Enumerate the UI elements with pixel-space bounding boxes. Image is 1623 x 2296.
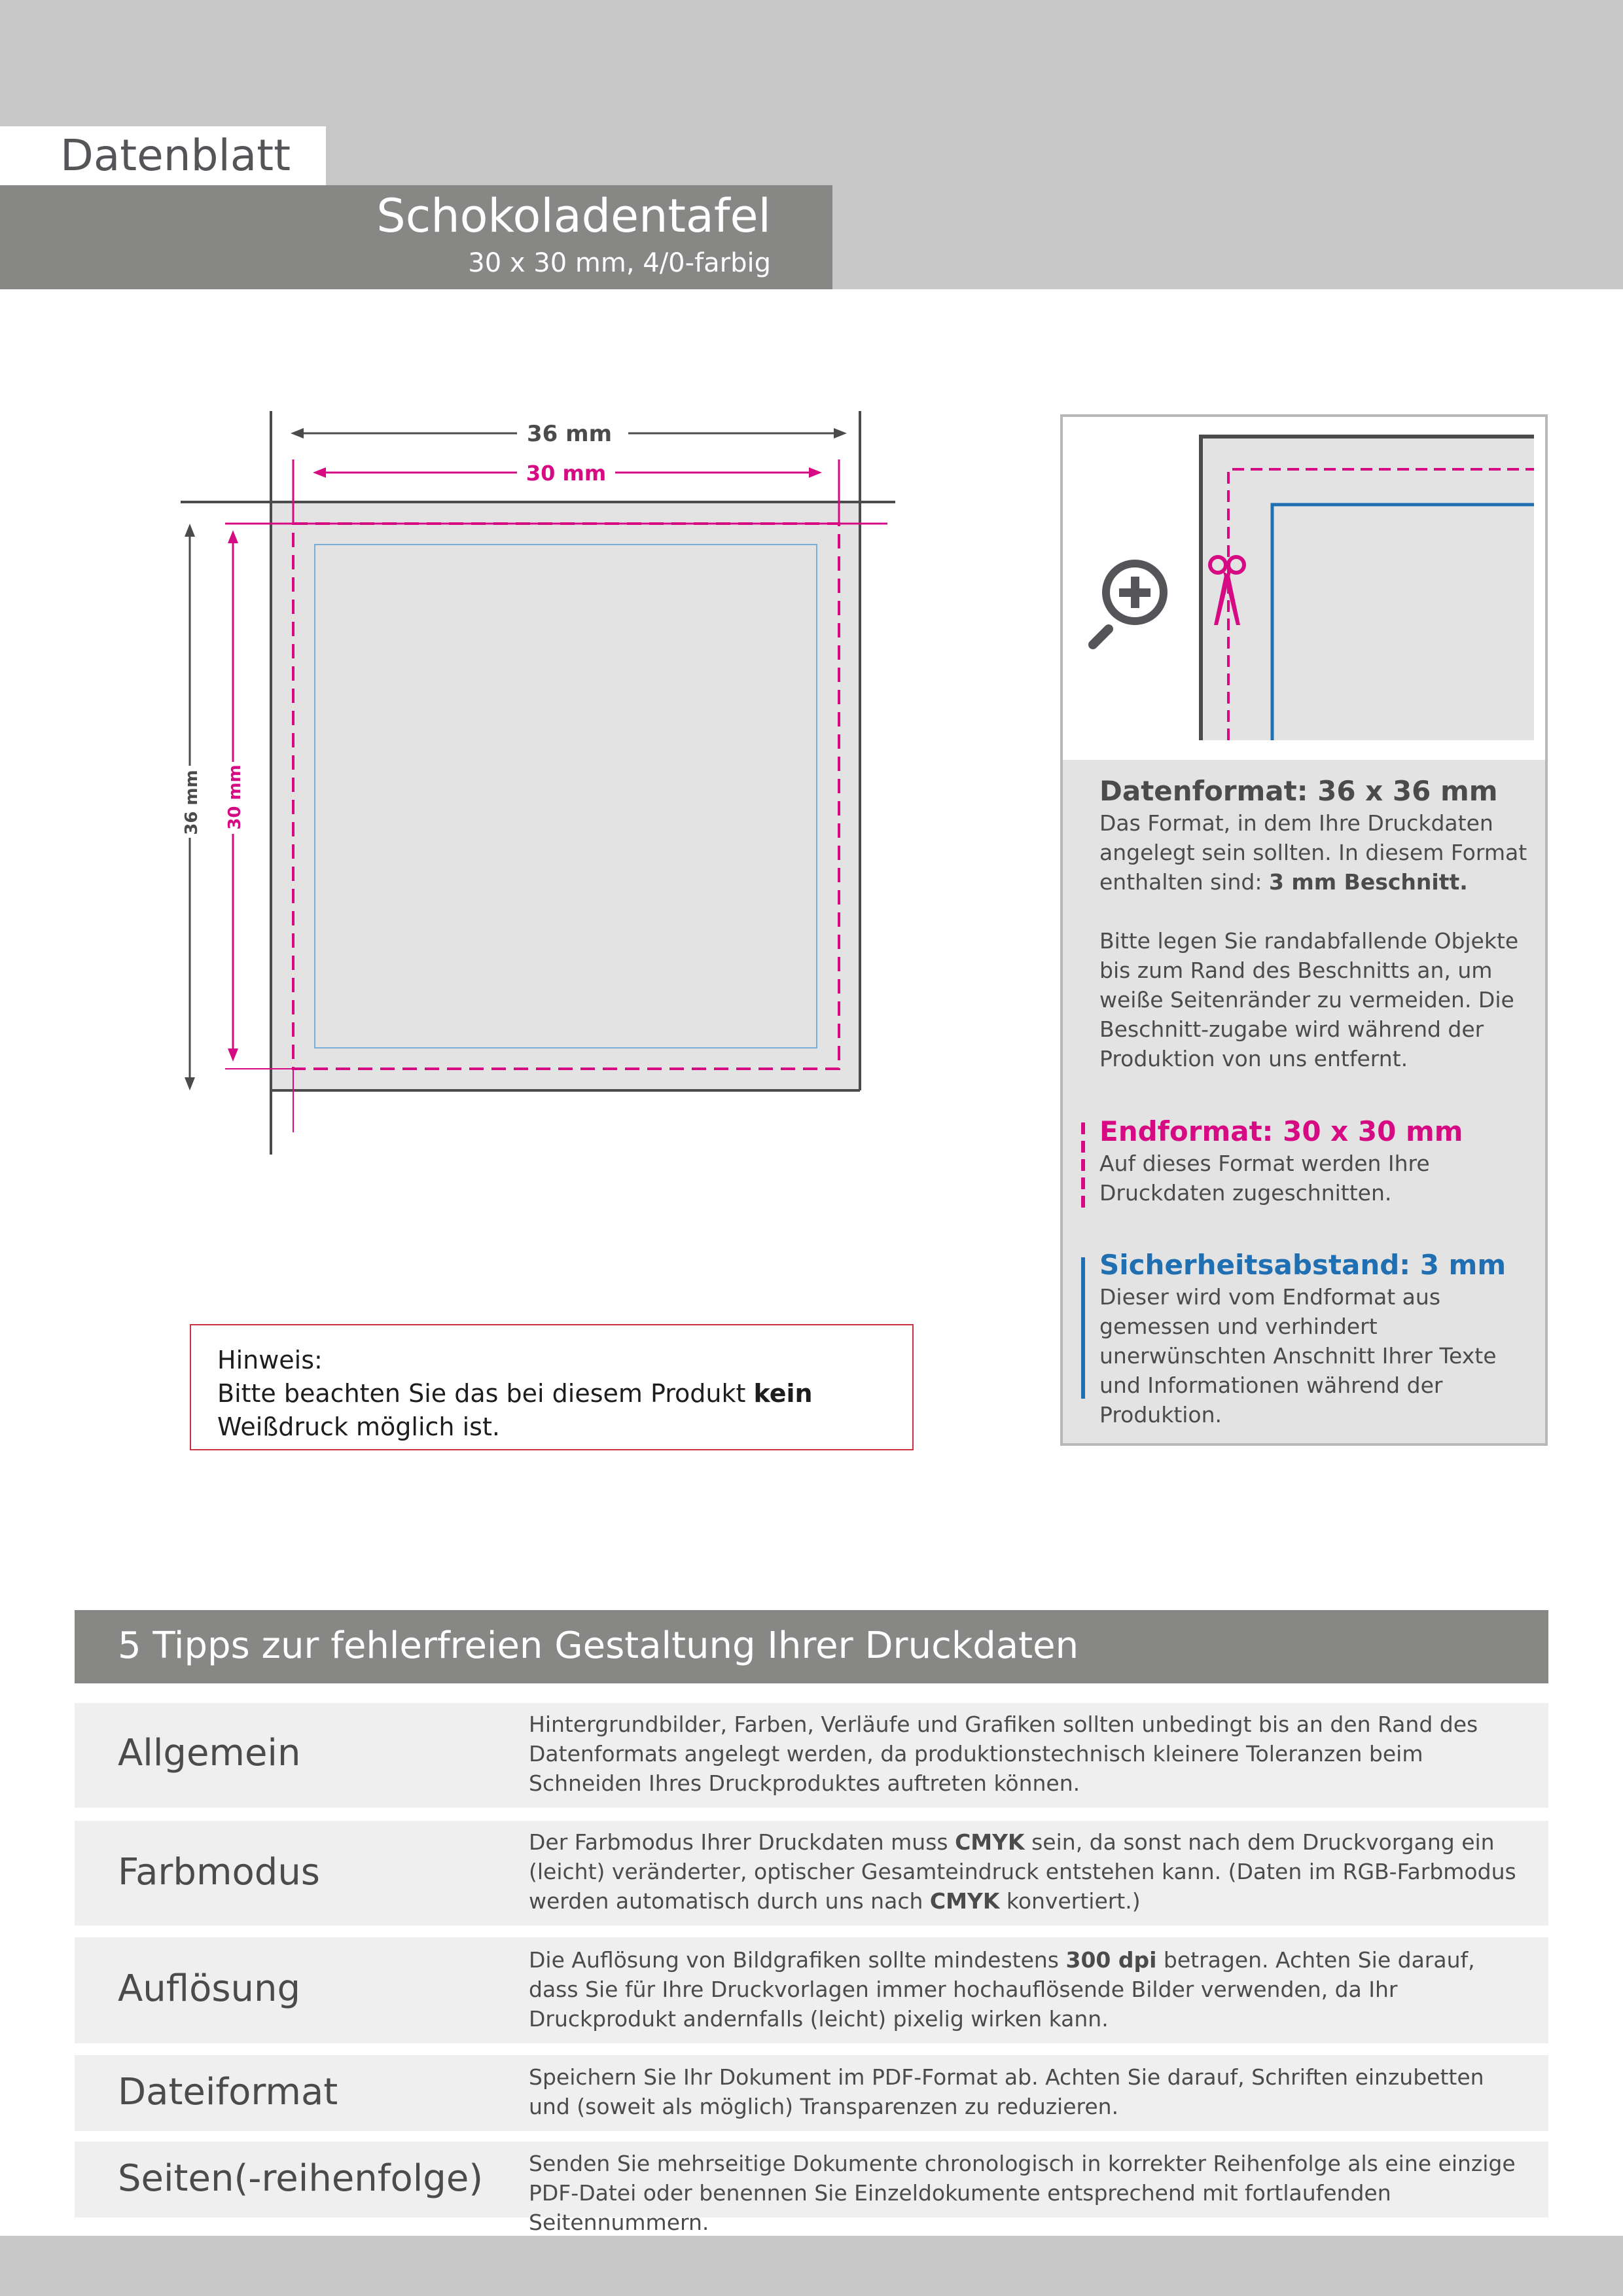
tip-text-bold: CMYK	[929, 1888, 1000, 1914]
tip-text: Speichern Sie Ihr Dokument im PDF-Format ab. Achten Sie darauf, Schriften einzubetten und (soweit als möglich) Transparenzen zu reduzieren.	[529, 2064, 1484, 2119]
tip-text-part: konvertiert.)	[999, 1888, 1141, 1914]
datenblatt-label: Datenblatt	[60, 130, 291, 181]
datenformat-text	[1099, 808, 1538, 897]
hint-title: Hinweis:	[217, 1346, 323, 1374]
product-title-bar	[0, 185, 832, 289]
endformat-marker	[1081, 1122, 1085, 1214]
datenformat-section	[1099, 774, 1538, 1073]
tip-text-part: sein, da sonst nach dem Druckvorgang ein (leicht) veränderter, optischer Gesamteindruck entstehen kann. (Daten im RGB-Farbmodus werden automatisch durch uns nach	[529, 1829, 1516, 1914]
hint-text-part: Weißdruck möglich ist.	[217, 1412, 500, 1441]
sicherheit-text: Dieser wird vom Endformat aus gemessen und verhindert unerwünschten Anschnitt Ihrer Texte und Informationen während der Produktion.	[1099, 1284, 1497, 1427]
zoom-detail-graphic	[1063, 417, 1545, 762]
height-inner-label: 30 mm	[225, 764, 245, 830]
tips-header	[75, 1610, 1548, 1683]
endformat-heading: Endformat: 30 x 30 mm	[1099, 1115, 1463, 1147]
zoom-bleed-area	[1201, 436, 1534, 740]
tip-row	[75, 1821, 1548, 1926]
tip-row	[75, 1703, 1548, 1808]
tip-text-part: Die Auflösung von Bildgrafiken sollte mindestens	[529, 1947, 1066, 1973]
zoom-detail-box	[1060, 414, 1548, 762]
arrowhead	[809, 467, 822, 478]
arrowhead	[228, 530, 238, 543]
width-outer-label: 36 mm	[526, 421, 613, 447]
arrowhead	[313, 467, 326, 478]
bleed-area	[272, 503, 860, 1090]
tip-text: Hintergrundbilder, Farben, Verläufe und Grafiken sollten unbedingt bis an den Rand des Datenformats angelegt werden, da produktionstechnisch kleinere Toleranzen beim Schneiden Ihres Druckproduktes auftreten können.	[529, 1712, 1478, 1796]
tip-text	[529, 1827, 1530, 1916]
endformat-section	[1099, 1115, 1538, 1208]
format-info-box	[1060, 760, 1548, 1446]
tip-text: Senden Sie mehrseitige Dokumente chronologisch in korrekter Reihenfolge als eine einzige PDF-Datei oder benennen Sie Einzeldokumente entsprechend mit fortlaufenden Seitennummern.	[529, 2151, 1516, 2235]
footer-band	[0, 2236, 1623, 2296]
hint-text-part: Bitte beachten Sie das bei diesem Produkt	[217, 1379, 754, 1408]
datenformat-text-2: Bitte legen Sie randabfallende Objekte bis zum Rand des Beschnitts an, um weiße Seitenränder zu vermeiden. Die Beschnitt-zugabe wird während der Produktion von uns entfernt.	[1099, 928, 1519, 1071]
zoom-in-icon	[1093, 564, 1164, 645]
tip-label: Allgemein	[118, 1732, 301, 1774]
tip-label: Seiten(-reihenfolge)	[118, 2157, 484, 2200]
arrowhead	[834, 428, 847, 439]
arrowhead	[185, 1077, 195, 1090]
sicherheit-section	[1099, 1248, 1538, 1429]
hint-text	[217, 1377, 886, 1444]
arrowhead	[228, 1049, 238, 1062]
datenblatt-tab	[0, 126, 326, 185]
datenformat-text-part: Das Format, in dem Ihre Druckdaten angelegt sein sollten. In diesem Format enthalten sind:	[1099, 810, 1527, 895]
format-diagram	[0, 393, 929, 1178]
datenformat-heading: Datenformat: 36 x 36 mm	[1099, 775, 1498, 807]
product-subtitle: 30 x 30 mm, 4/0-farbig	[468, 248, 771, 278]
width-inner-label: 30 mm	[526, 461, 607, 486]
tip-text-bold: CMYK	[955, 1829, 1025, 1855]
tip-text-bold: 300 dpi	[1065, 1947, 1157, 1973]
tips-heading: 5 Tipps zur fehlerfreien Gestaltung Ihrer Druckdaten	[118, 1624, 1079, 1667]
product-title: Schokoladentafel	[376, 189, 771, 243]
arrowhead	[291, 428, 304, 439]
tip-label: Auflösung	[118, 1967, 301, 2010]
tip-label: Farbmodus	[118, 1851, 320, 1893]
tip-text	[529, 1945, 1530, 2034]
datenformat-text-bold: 3 mm Beschnitt.	[1268, 869, 1468, 895]
sicherheit-heading: Sicherheitsabstand: 3 mm	[1099, 1249, 1507, 1281]
arrowhead	[185, 524, 195, 537]
tip-text-part: Der Farbmodus Ihrer Druckdaten muss	[529, 1829, 955, 1855]
tip-row	[75, 2142, 1548, 2235]
safety-marker	[1081, 1257, 1085, 1399]
tip-row	[75, 1937, 1548, 2043]
endformat-text: Auf dieses Format werden Ihre Druckdaten zugeschnitten.	[1099, 1151, 1430, 1206]
tip-label: Dateiformat	[118, 2071, 338, 2113]
tip-row	[75, 2055, 1548, 2131]
height-outer-label: 36 mm	[182, 770, 202, 835]
tip-text-part: betragen. Achten Sie darauf, dass Sie für Ihre Druckvorlagen immer hochauflösende Bilder verwenden, da Ihr Druckprodukt andernfalls (leicht) pixelig wirken kann.	[529, 1947, 1475, 2032]
hint-box	[190, 1324, 914, 1450]
hint-text-bold: kein	[753, 1379, 813, 1408]
